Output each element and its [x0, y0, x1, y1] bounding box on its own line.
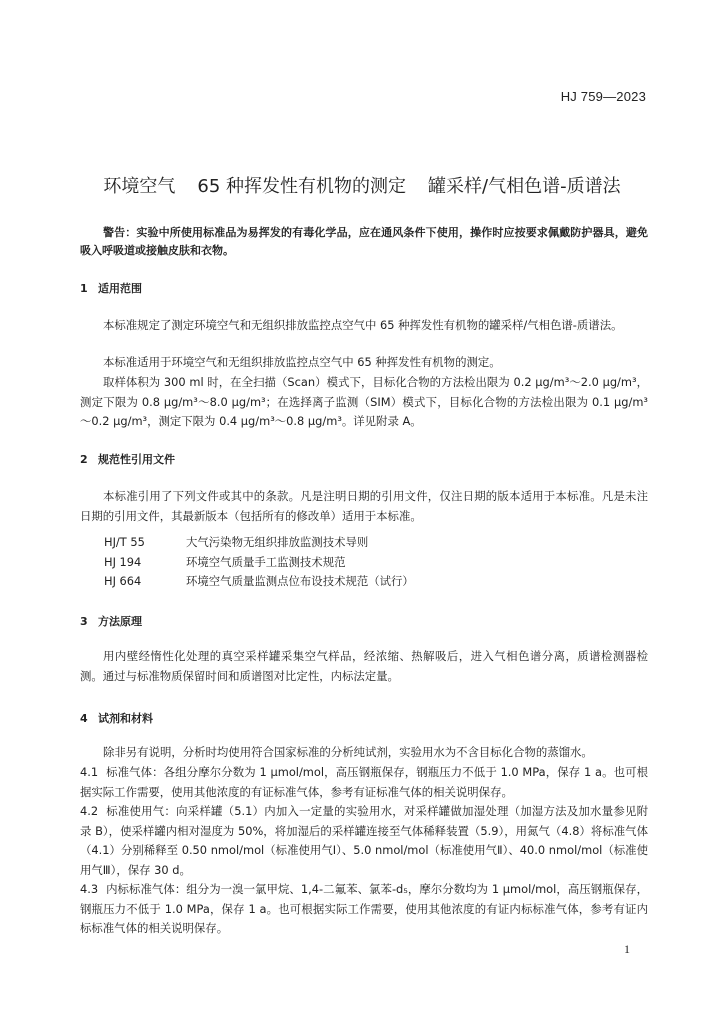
subsection-number: 4.1 — [80, 765, 99, 779]
reference-item — [104, 553, 345, 572]
subsection-4-3 — [80, 880, 648, 939]
title-part-2: 65 种挥发性有机物的测定 — [197, 176, 407, 197]
section-1-heading — [80, 280, 142, 296]
reference-item — [104, 533, 368, 552]
section-title: 方法原理 — [98, 615, 142, 628]
section-3-paragraph-1: 用内壁经惰性化处理的真空采样罐采集空气样品，经浓缩、热解吸后，进入气相色谱分离，质谱检测器检测。通过与标准物质保留时间和质谱图对比定性，内标法定量。 — [80, 649, 648, 683]
section-number: 4 — [80, 712, 88, 725]
section-number: 2 — [80, 453, 88, 466]
section-title: 规范性引用文件 — [98, 453, 175, 466]
reference-code: HJ/T 55 — [104, 535, 145, 549]
section-1-paragraph-3: 取样体积为 300 ml 时，在全扫描（Scan）模式下，目标化合物的方法检出限为 0.2 μg/m³～2.0 μg/m³，测定下限为 0.8 μg/m³～8.0 μg/m³；在选择离子监测（SIM）模式下，目标化合物的方法检出限为 0.1 μg/m³～0.2 μg/m³，测定下限为 0.4 μg/m³～0.8 μg/m³。详见附录 A。 — [80, 375, 648, 428]
section-4-heading — [80, 710, 153, 726]
reference-name: 大气污染物无组织排放监测技术导则 — [186, 535, 369, 549]
subsection-text: 标准气体：各组分摩尔分数为 1 μmol/mol，高压钢瓶保存，钢瓶压力不低于 1.0 MPa，保存 1 a。也可根据实际工作需要，使用其他浓度的有证标准气体，参考有证标准气体的相关说明保存。 — [80, 765, 648, 799]
reference-code: HJ 664 — [104, 574, 142, 588]
page-number: 1 — [624, 942, 630, 956]
reference-name: 环境空气质量手工监测技术规范 — [186, 555, 346, 569]
reference-item — [104, 572, 414, 591]
section-number: 1 — [80, 282, 88, 295]
section-3-heading — [80, 613, 142, 629]
subsection-number: 4.3 — [80, 882, 99, 896]
section-1-paragraph-2: 本标准适用于环境空气和无组织排放监控点空气中 65 种挥发性有机物的测定。 — [103, 355, 501, 369]
reference-code: HJ 194 — [104, 555, 142, 569]
subsection-text: 内标标准气体：组分为一溴一氯甲烷、1,4-二氟苯、氯苯-d₅，摩尔分数均为 1 μmol/mol，高压钢瓶保存，钢瓶压力不低于 1.0 MPa，保存 1 a。也可根据实际工作需要，使用其他浓度的有证内标标准气体，参考有证内标标准气体的相关说明保存。 — [80, 882, 648, 935]
section-2-paragraph-1: 本标准引用了下列文件或其中的条款。凡是注明日期的引用文件，仅注日期的版本适用于本标准。凡是未注日期的引用文件，其最新版本（包括所有的修改单）适用于本标准。 — [80, 489, 648, 523]
subsection-4-1 — [80, 763, 648, 802]
section-title: 试剂和材料 — [98, 712, 153, 725]
section-2-heading — [80, 451, 175, 467]
subsection-4-2 — [80, 802, 648, 880]
section-title: 适用范围 — [98, 282, 142, 295]
document-code: HJ 759—2023 — [560, 89, 646, 104]
title-part-1: 环境空气 — [103, 176, 176, 197]
section-1-paragraph-1: 本标准规定了测定环境空气和无组织排放监控点空气中 65 种挥发性有机物的罐采样/气相色谱-质谱法。 — [103, 318, 623, 332]
reference-name: 环境空气质量监测点位布设技术规范（试行） — [186, 574, 414, 588]
title-part-3: 罐采样/气相色谱-质谱法 — [428, 176, 621, 197]
section-4-paragraph-1: 除非另有说明，分析时均使用符合国家标准的分析纯试剂，实验用水为不含目标化合物的蒸馏水。 — [103, 745, 593, 759]
page-title — [0, 172, 724, 198]
warning-paragraph: 警告：实验中所使用标准品为易挥发的有毒化学品，应在通风条件下使用，操作时应按要求佩戴防护器具，避免吸入呼吸道或接触皮肤和衣物。 — [80, 226, 648, 257]
section-number: 3 — [80, 615, 88, 628]
subsection-number: 4.2 — [80, 804, 99, 818]
subsection-text: 标准使用气：向采样罐（5.1）内加入一定量的实验用水，对采样罐做加湿处理（加湿方法及加水量参见附录 B），使采样罐内相对湿度为 50%，将加湿后的采样罐连接至气体稀释装置（5.9），用氮气（4.8）将标准气体（4.1）分别稀释至 0.50 nmol/mol（标准使用气Ⅰ）、5.0 nmol/mol（标准使用气Ⅱ）、40.0 nmol/mol（标准使用气Ⅲ），保存 30 d。 — [80, 804, 648, 877]
